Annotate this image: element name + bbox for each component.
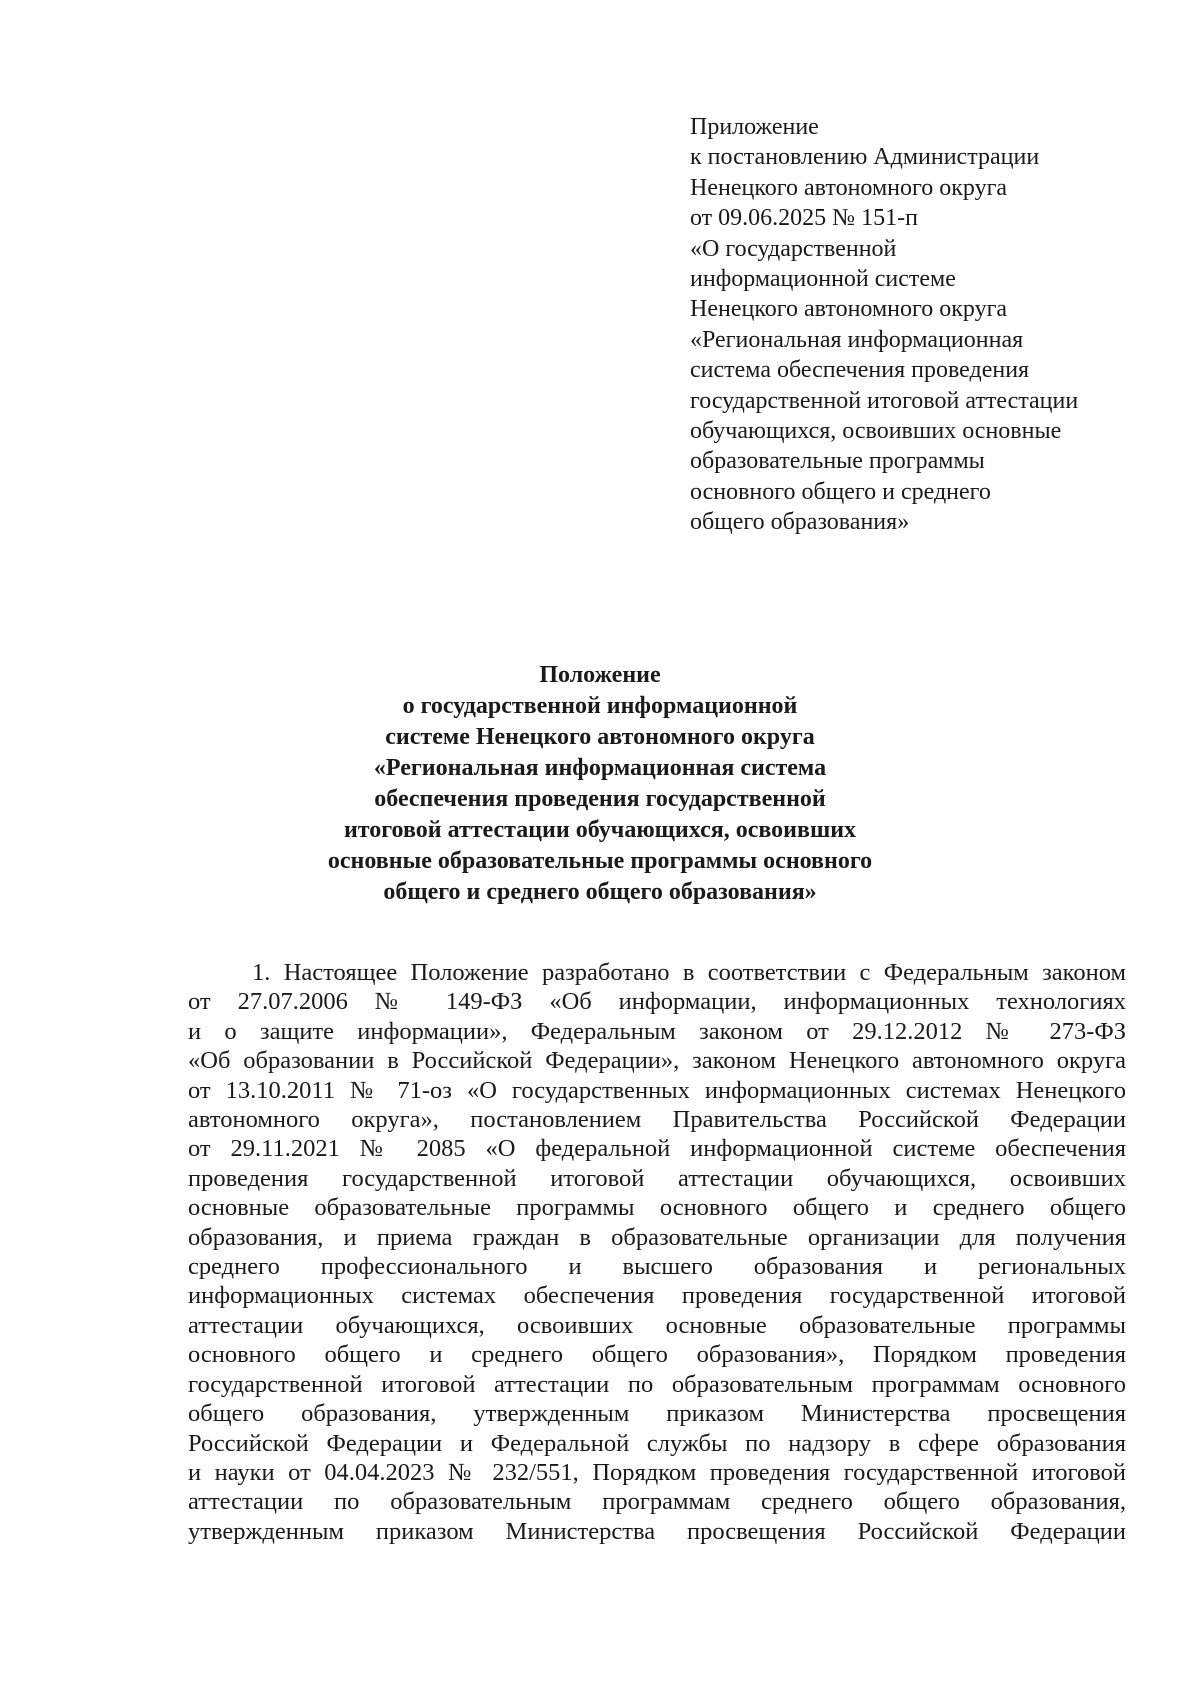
- paragraph-line: «Об образовании в Российской Федерации», законом Ненецкого автономного округа: [188, 1047, 1126, 1075]
- paragraph-line: общего образования, утвержденным приказом Министерства просвещения: [188, 1400, 1126, 1428]
- document-title: [300, 660, 900, 908]
- paragraph-line: автономного округа», постановлением Правительства Российской Федерации: [188, 1106, 1126, 1134]
- paragraph-line: государственной итоговой аттестации по образовательным программам основного: [188, 1370, 1126, 1398]
- paragraph-line: от 13.10.2011 № 71-оз «О государственных информационных системах Ненецкого: [188, 1076, 1126, 1104]
- paragraph-line: образования, и приема граждан в образовательные организации для получения: [188, 1223, 1126, 1251]
- annex-line: общего образования»: [690, 509, 910, 536]
- title-line: обеспечения проведения государственной: [374, 786, 826, 812]
- annex-line: основного общего и среднего: [690, 478, 991, 505]
- paragraph-line: проведения государственной итоговой аттестации обучающихся, освоивших: [188, 1164, 1126, 1192]
- annex-line: система обеспечения проведения: [690, 357, 1030, 384]
- annex-line: государственной итоговой аттестации: [690, 387, 1079, 414]
- annex-line: Ненецкого автономного округа: [690, 174, 1008, 201]
- annex-line: «О государственной: [690, 235, 897, 262]
- paragraph-line: среднего профессионального и высшего образования и региональных: [188, 1253, 1126, 1281]
- paragraph-line: информационных системах обеспечения проведения государственной итоговой: [188, 1282, 1126, 1310]
- paragraph-line: от 29.11.2021 № 2085 «О федеральной информационной системе обеспечения: [188, 1135, 1126, 1163]
- paragraph-line: основные образовательные программы основного общего и среднего общего: [188, 1194, 1126, 1222]
- annex-line: обучающихся, освоивших основные: [690, 418, 1062, 445]
- paragraph-line: 1. Настоящее Положение разработано в соответствии с Федеральным законом: [252, 959, 1126, 986]
- annex-line: Приложение: [690, 114, 819, 140]
- annex-header: [690, 112, 1130, 538]
- annex-line: от 09.06.2025 № 151-п: [690, 205, 918, 232]
- paragraph-line: Российской Федерации и Федеральной службы по надзору в сфере образования: [188, 1429, 1126, 1457]
- annex-line: образовательные программы: [690, 448, 985, 475]
- title-line: Положение: [539, 662, 661, 688]
- paragraph-line: основного общего и среднего общего образования», Порядком проведения: [188, 1341, 1126, 1369]
- title-line: системе Ненецкого автономного округа: [385, 724, 815, 750]
- annex-line: Ненецкого автономного округа: [690, 296, 1008, 323]
- annex-line: информационной системе: [690, 266, 956, 293]
- paragraph-line: и науки от 04.04.2023 № 232/551, Порядком проведения государственной итоговой: [188, 1458, 1126, 1486]
- title-line: о государственной информационной: [402, 693, 798, 719]
- title-line: «Региональная информационная система: [373, 755, 827, 781]
- paragraph-line: и о защите информации», Федеральным законом от 29.12.2012 № 273-ФЗ: [188, 1017, 1126, 1045]
- title-line: основные образовательные программы основного: [327, 848, 873, 874]
- paragraph-line: аттестации обучающихся, освоивших основные образовательные программы: [188, 1311, 1126, 1339]
- title-line: итоговой аттестации обучающихся, освоивших: [343, 817, 857, 843]
- paragraph-line: аттестации по образовательным программам среднего общего образования,: [188, 1488, 1126, 1516]
- paragraph-1: [188, 958, 1126, 1546]
- paragraph-line: от 27.07.2006 № 149-ФЗ «Об информации, информационных технологиях: [188, 988, 1126, 1016]
- annex-line: к постановлению Администрации: [690, 144, 1040, 171]
- title-line: общего и среднего общего образования»: [383, 879, 817, 905]
- annex-line: «Региональная информационная: [690, 326, 1024, 353]
- paragraph-line: утвержденным приказом Министерства просвещения Российской Федерации: [188, 1517, 1126, 1545]
